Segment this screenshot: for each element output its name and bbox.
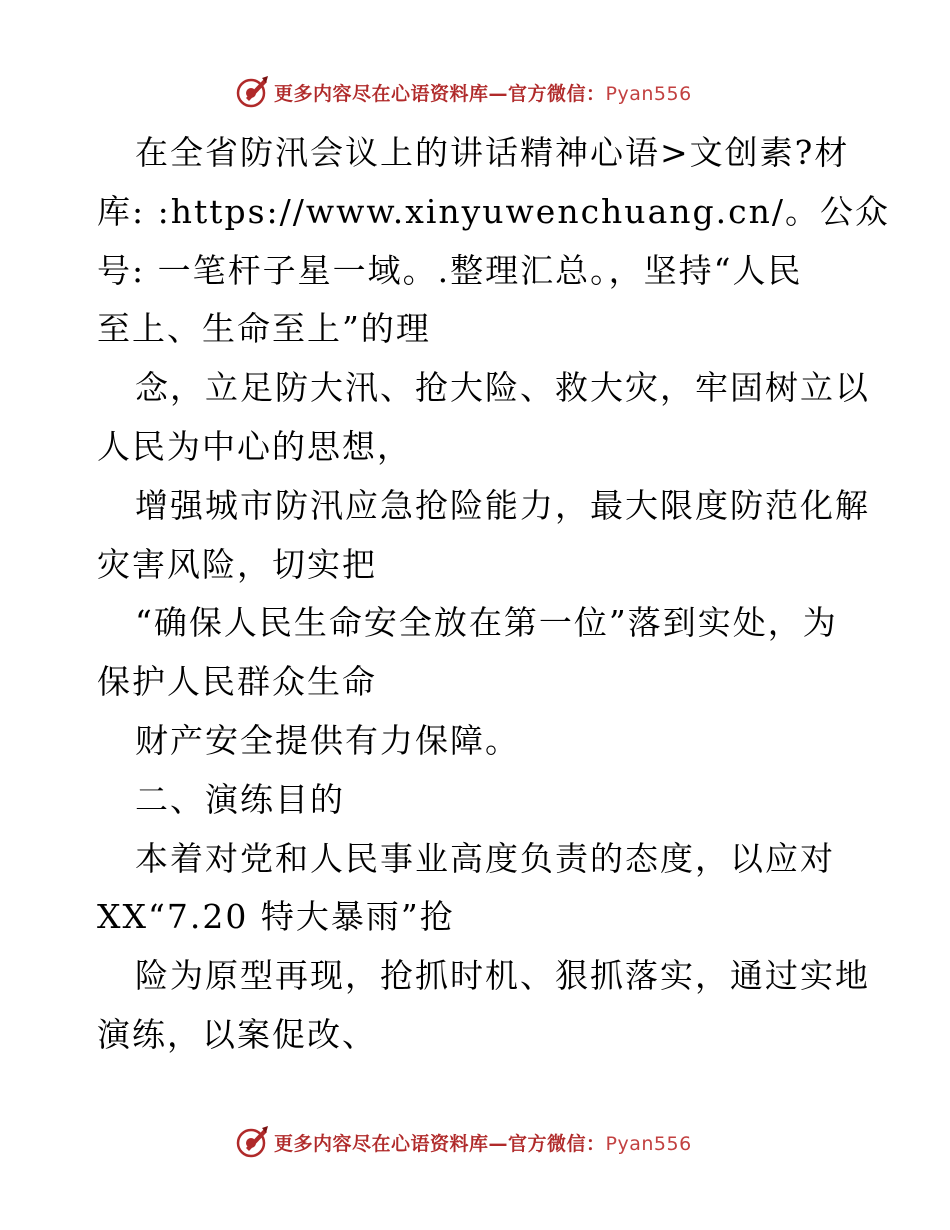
wechat-handle: Pyan556 bbox=[605, 1132, 692, 1155]
text-line: 保护人民群众生命 bbox=[97, 662, 377, 702]
document-body bbox=[97, 124, 890, 1065]
text-line: 财产安全提供有力保障。 bbox=[135, 720, 520, 760]
text-line: 在全省防汛会议上的讲话精神心语>文创素?材 bbox=[135, 133, 850, 172]
footer-banner bbox=[234, 1122, 714, 1162]
text-line: 库: :https://www.xinyuwenchuang.cn/。公众 bbox=[97, 191, 890, 231]
text-line: 人民为中心的思想， bbox=[97, 426, 412, 466]
quill-seal-icon bbox=[234, 74, 270, 110]
header-banner-text: 更多内容尽在心语资料库—官方微信：Pyan556 bbox=[274, 82, 692, 105]
text-line: 增强城市防汛应急抢险能力，最大限度防范化解 bbox=[135, 485, 870, 525]
wechat-handle: Pyan556 bbox=[605, 82, 692, 105]
text-line: 念，立足防大汛、抢大险、救大灾，牢固树立以 bbox=[135, 368, 870, 408]
text-line: 本着对党和人民事业高度负责的态度，以应对 bbox=[135, 838, 835, 878]
text-line: 号: 一笔杆子星一域。.整理汇总。，坚持“人民 bbox=[97, 250, 803, 290]
text-line: 险为原型再现，抢抓时机、狠抓落实，通过实地 bbox=[135, 956, 870, 996]
text-line: XX“7.20 特大暴雨”抢 bbox=[97, 897, 455, 937]
text-line: 至上、生命至上”的理 bbox=[97, 309, 431, 349]
header-banner bbox=[234, 72, 714, 112]
quill-seal-icon bbox=[234, 1124, 270, 1160]
section-heading: 二、演练目的 bbox=[135, 779, 345, 819]
footer-banner-text: 更多内容尽在心语资料库—官方微信：Pyan556 bbox=[274, 1132, 692, 1155]
text-line: “确保人民生命安全放在第一位”落到实处，为 bbox=[135, 603, 838, 643]
text-line: 演练，以案促改、 bbox=[97, 1014, 377, 1054]
text-line: 灾害风险，切实把 bbox=[97, 544, 377, 584]
